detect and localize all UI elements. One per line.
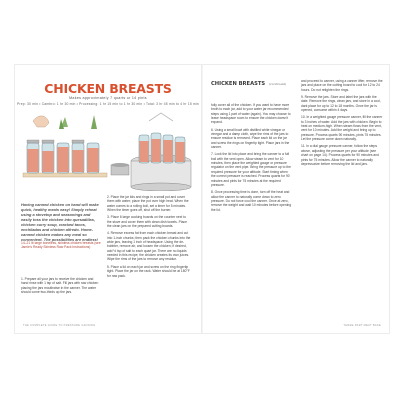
step-paragraph: 6. Using a small bowl with distilled white vinegar or vinegar and a damp cloth, wipe the rims of the jars to ensure residue is removed. Place each lid on the jar and screw the rings on fingertip tight. Place jars in the canner. (211, 127, 290, 150)
book-spread (15, 65, 389, 333)
steps-column-1 (21, 277, 101, 297)
step-paragraph: fully cover all of the chicken. If you want to have more broth to each jar, add to your water jar recommended steps using 1 part of water (again). You may choose to leave headspace room to ensure the chicken doesn't expand. (211, 103, 291, 125)
left-page (15, 65, 201, 333)
recipe-times: Prep: 30 min • Cambro: 1 hr 30 min • Processing: 1 hr 15 min to 1 hr 30 min • Total: 3 hr 45 min to 4 hr 15 min (17, 102, 199, 106)
step-paragraph: 8. Once processing time is done, turn off the heat and allow the canner to naturally come down to zero pressure. Do not force cool the canner. Once at zero, remove the weight and wait 10 minutes before opening the lid. (211, 190, 292, 212)
step-paragraph: 1. Prepare all your jars to receive the chicken and hand rinse with 1 tsp of salt. Fill jars with raw chicken placing the jars mouthwise in the canner. The water should come two-thirds up the jars. (21, 277, 99, 295)
steps-column-3 (211, 103, 293, 215)
jar-row-illustration (23, 115, 107, 177)
recipe-yield: Makes approximately 7 quarts or 14 pints (69, 96, 147, 100)
step-paragraph: 2. Place the jar lids and rings in a small pot and cover them with water; place the pot over high heat. When the water comes to a rolling boil, set a timer for 5 minutes. When the timer goes off, shut off the burner. (107, 195, 189, 213)
canning-illustration (21, 109, 197, 191)
step-paragraph: 4. Remove excess fat from each chicken breast and cut into 1-inch chunks; then pack the chicken chunks into the wide jars, leaving 1 inch of headspace. Using the de-bubbler, remove air, and loosen the chicken; if desired, add ½ tsp of salt to each quart jar. There are no liquids needed in this recipe; the chicken creates its own juices. Wipe the rims of the jars to remove any residue. (107, 231, 191, 262)
step-paragraph: 7. Lock the lid into place and bring the canner to a full boil with the vent open. Allow steam to vent for 10 minutes, then place the weighted gauge or pressure regulator on the vent pipe. Bring the pressure up to the required pressure for your altitude. Start timing when the correct pressure is reached. Process quarts for 90 minutes and pints for 75 minutes at the required pressure. (211, 152, 291, 187)
page-footer-right: THREE-PART MEAT BASE (343, 324, 381, 327)
recipe-intro: Having canned chicken on hand will make quick, healthy meals easy! Simply reheat using a stovetop and seasonings and easily toss the chicken into quesadillas, chicken curry soup, cracked tacos, enchiladas and chicken alfredo. Home-canned chicken makes any meal so convenient. The possibilities are endless! (21, 202, 99, 242)
page-footer-left: THE COMPLETE GUIDE TO PRESSURE CANNING (23, 324, 96, 327)
continued-label: (continued) (268, 82, 287, 86)
right-page (203, 65, 389, 333)
step-paragraph: 9. Remove the jars. Store and label the jars with the date. Remove the rings, clean jars, and store in a cool, dark place for up to 12 to 18 months. Once the jar is opened, consume within 4 days. (301, 95, 381, 113)
step-paragraph: 11. In a dial gauge pressure canner, follow the steps above, adjusting the pressure per your altitude (see chart on page 14). Process quarts for 90 minutes and pints for 75 minutes. Allow the canner to naturally depressurize before removing the lid and jars. (301, 144, 379, 166)
steps-column-4 (301, 79, 383, 169)
recipe-title-continued (211, 81, 286, 87)
right-title-text: CHICKEN BREASTS (211, 81, 266, 87)
lid-pot-illustration (111, 163, 129, 175)
step-paragraph: 5. Place a lid on each jar and screw on the ring fingertip tight. Place the jar on the rack. Water should be at 180°F for raw pack. (107, 264, 190, 278)
ingredients-note: 14–21 lb large boneless, skinless chicken breasts (see Jamie's Ready Skinless Raw Pack Instructions) (21, 241, 101, 250)
step-paragraph: 10. In a weighted gauge pressure canner, fill the canner to 3 inches of water. Add the jars with chicken. Begin to heat on medium-high. When steam flows from the vent, vent for 10 minutes. Add the weight and bring up to pressure. Process quarts 90 minutes, pints 75 minutes. Let the pressure come down naturally. (301, 115, 383, 142)
pressure-canner-illustration (131, 113, 191, 191)
step-paragraph: 3. Place 6 large cooking boards on the counter next to the stove and cover them with clean dish towels. Place the clean jars on the prepared cutting boards. (107, 215, 187, 229)
recipe-title: CHICKEN BREASTS (44, 81, 172, 96)
steps-column-2 (107, 195, 191, 281)
step-paragraph: and proceed to canner, using a canner lifter, remove the jars and place on the cutting board to cool for 12 to 24 hours. Do not retighten the rings. (301, 79, 383, 92)
